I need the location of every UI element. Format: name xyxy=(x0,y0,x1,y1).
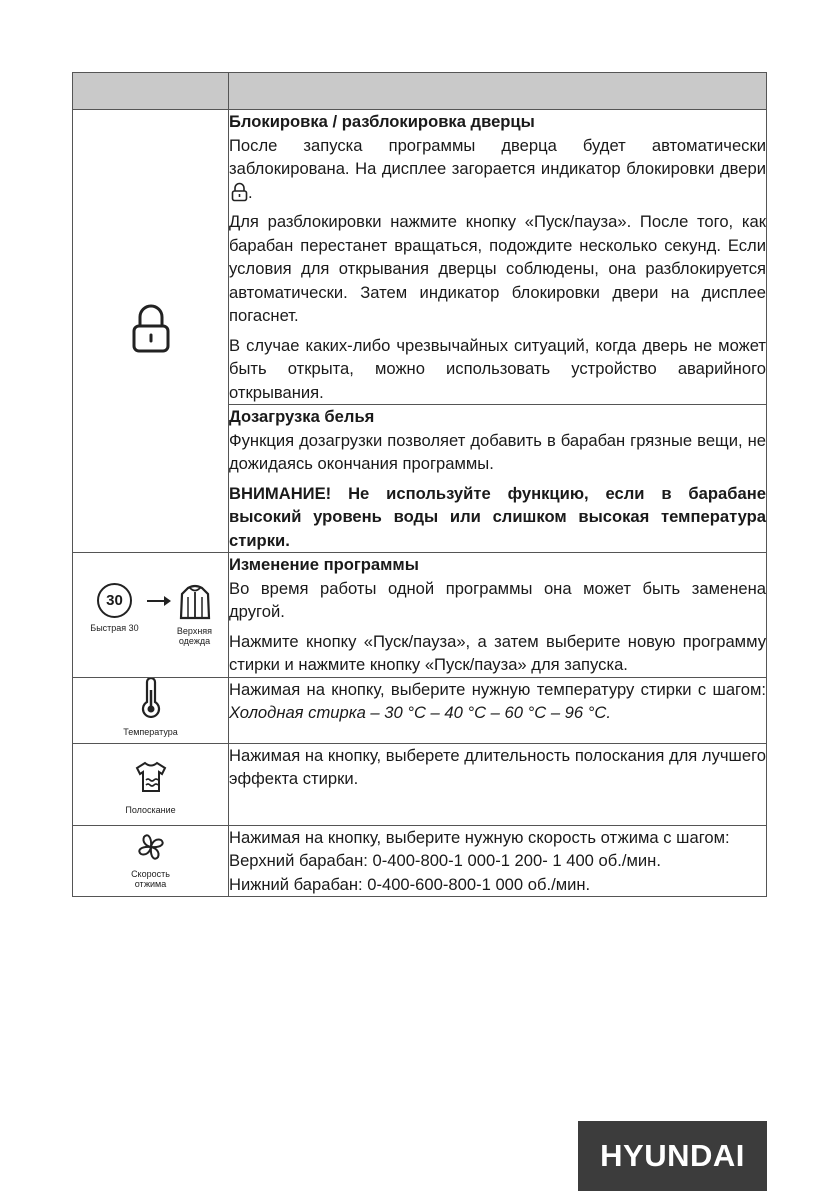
spin-line-3: Нижний барабан: 0-400-600-800-1 000 об./мин. xyxy=(229,874,591,894)
thermometer-icon xyxy=(140,678,162,718)
spin-line-1: Нажимая на кнопку, выберите нужную скорость отжима с шагом: xyxy=(229,827,730,847)
spin-fan-icon xyxy=(136,832,166,862)
spin-label-line-2: отжима xyxy=(134,879,167,890)
door-lock-paragraph-3: В случае каких-либо чрезвычайных ситуаций, когда дверь не может быть открыта, можно использовать устройство аварийного открывания. xyxy=(229,335,766,402)
outerwear-label-line-1: Верхняя xyxy=(176,626,213,637)
table-row xyxy=(73,553,767,678)
add-laundry-warning: ВНИМАНИЕ! Не используйте функцию, если в барабане высокий уровень воды или слишком высокая температура стирки. xyxy=(229,483,766,550)
quick-30-label: Быстрая 30 xyxy=(90,623,139,634)
door-lock-description xyxy=(229,110,767,405)
header-cell-icon xyxy=(73,73,229,110)
spin-icon-cell xyxy=(73,825,229,897)
rinse-description xyxy=(229,743,767,825)
hyundai-logo: HYUNDAI xyxy=(578,1121,767,1191)
table-row xyxy=(73,825,767,897)
functions-table xyxy=(72,72,767,897)
door-lock-title: Блокировка / разблокировка дверцы xyxy=(229,112,535,131)
table-row xyxy=(73,110,767,405)
spin-label-line-1: Скорость xyxy=(131,869,170,880)
jacket-icon xyxy=(178,583,212,621)
program-quick30 xyxy=(84,583,146,633)
add-laundry-description xyxy=(229,405,767,553)
temperature-text: Нажимая на кнопку, выберите нужную температуру стирки с шагом: xyxy=(229,679,766,699)
program-change-icon-cell xyxy=(73,553,229,678)
program-change-title: Изменение программы xyxy=(229,555,419,574)
add-laundry-title: Дозагрузка белья xyxy=(229,407,375,426)
rinse-paragraph: Нажимая на кнопку, выберете длительность полоскания для лучшего эффекта стирки. xyxy=(229,745,766,788)
icon-cell xyxy=(73,110,229,553)
temperature-steps: Холодная стирка – 30 °С – 40 °С – 60 °С – 96 °С. xyxy=(229,703,611,722)
rinse-shirt-icon xyxy=(134,760,168,794)
program-change-description xyxy=(229,553,767,678)
door-lock-paragraph-2: Для разблокировки нажмите кнопку «Пуск/пауза». После того, как барабан перестанет вращаться, подождите несколько секунд. Если условия для открывания дверцы соблюдены, она разблокируется автоматически. Затем индикатор блокировки двери на дисплее погаснет. xyxy=(229,212,766,325)
door-lock-paragraph-1: После запуска программы дверца будет автоматически заблокирована. На дисплее загорается индикатор блокировки двери. xyxy=(229,135,766,202)
door-lock-text-1: После запуска программы дверца будет автоматически заблокирована. На дисплее загорается индикатор блокировки двери xyxy=(229,135,766,178)
spin-description xyxy=(229,825,767,897)
header-cell-description xyxy=(229,73,767,110)
lock-indicator-icon xyxy=(231,182,248,202)
table-header-row xyxy=(73,73,767,110)
program-change-paragraph-1: Во время работы одной программы она может быть заменена другой. xyxy=(229,578,766,621)
temperature-icon-cell xyxy=(73,677,229,743)
add-laundry-paragraph: Функция дозагрузки позволяет добавить в барабан грязные вещи, не дожидаясь окончания программы. xyxy=(229,430,766,473)
lock-icon xyxy=(131,304,171,354)
rinse-icon-cell xyxy=(73,743,229,825)
outerwear-label-line-2: одежда xyxy=(178,636,211,647)
arrow-right-icon xyxy=(146,595,172,607)
table-row xyxy=(73,677,767,743)
temperature-paragraph xyxy=(229,678,766,725)
rinse-label: Полоскание xyxy=(125,804,176,815)
quick-30-icon: 30 xyxy=(97,583,132,618)
table-row xyxy=(73,743,767,825)
temperature-label: Температура xyxy=(123,726,178,737)
program-outerwear xyxy=(172,583,218,646)
temperature-description xyxy=(229,677,767,743)
program-change-paragraph-2: Нажмите кнопку «Пуск/пауза», а затем выберите новую программу стирки и нажмите кнопку «Пуск/пауза» для запуска. xyxy=(229,631,766,674)
spin-line-2: Верхний барабан: 0-400-800-1 000-1 200- 1 400 об./мин. xyxy=(229,851,661,870)
